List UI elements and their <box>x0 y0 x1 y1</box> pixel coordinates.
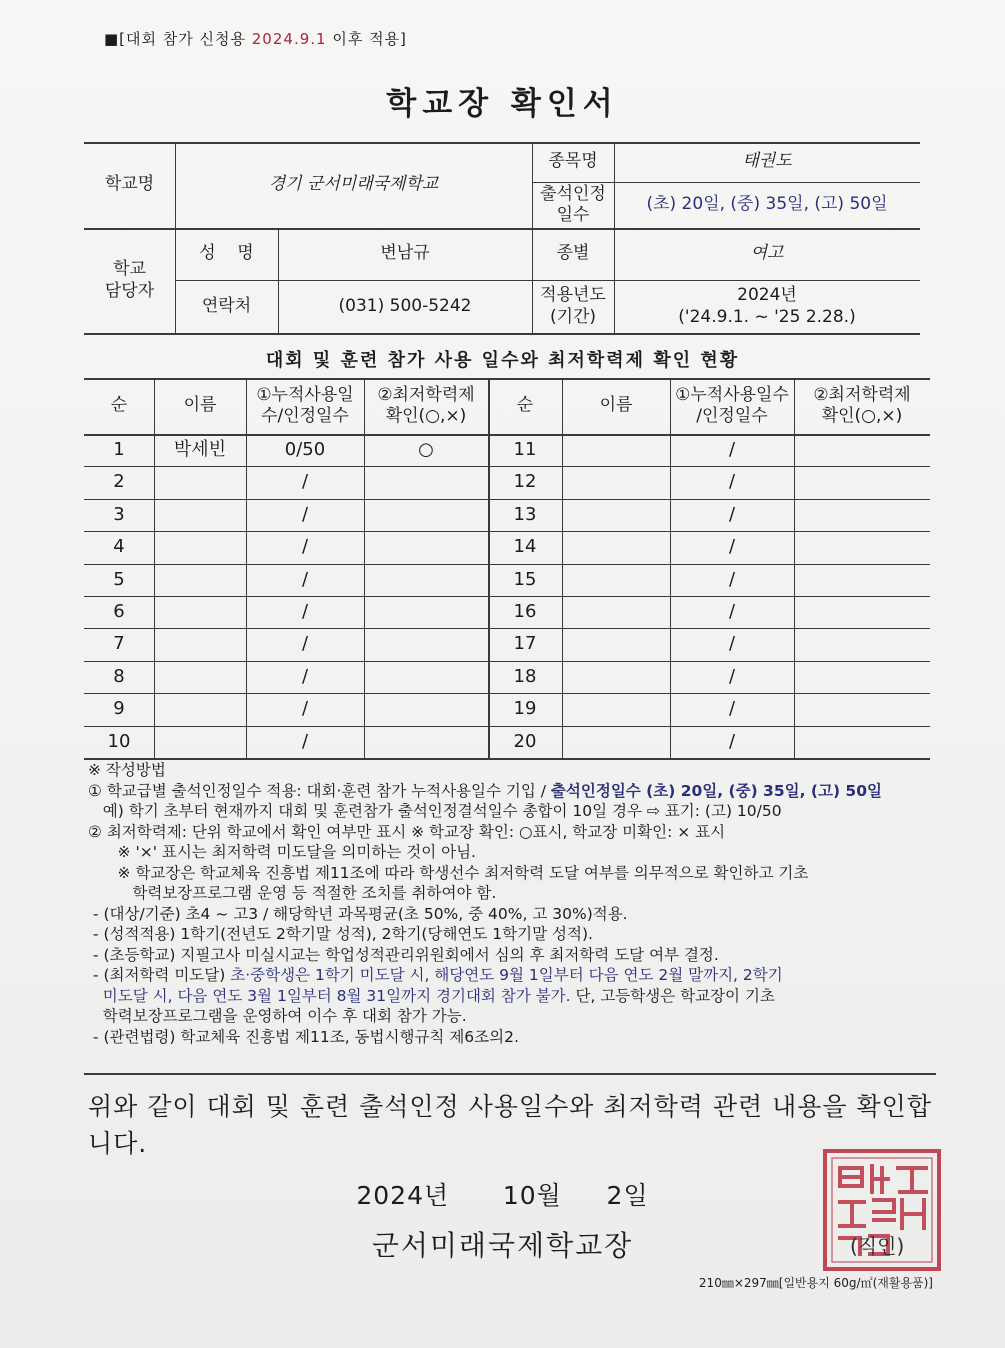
row-days: 0/50 <box>284 438 326 460</box>
row-number: 4 <box>113 536 125 558</box>
row-number: 8 <box>113 665 125 687</box>
row-days: / <box>728 471 736 493</box>
note-7: - (초등학교) 지필고사 미실시교는 학업성적관리위원회에서 심의 후 최저학력 도달 여부 결정. <box>88 945 719 964</box>
note-3: ※ '×' 표시는 최저학력 미도달을 의미하는 것이 아님. <box>88 843 476 861</box>
year-label: 적용년도 (기간) <box>540 285 606 327</box>
row-number: 5 <box>113 568 125 590</box>
row-number: 17 <box>513 633 537 655</box>
row-check <box>794 661 930 693</box>
header-no-right: 순 <box>516 395 534 416</box>
period-value: ('24.9.1. ~ '25 2.28.) <box>678 306 856 327</box>
row-name <box>154 466 246 498</box>
school-value: 경기 군서미래국제학교 <box>268 174 439 195</box>
row-number: 3 <box>113 503 125 525</box>
header-days-right: ①누적사용일수 /인정일수 <box>675 384 789 426</box>
document-title: 학교장 확인서 <box>386 86 619 122</box>
row-days: / <box>301 536 309 558</box>
note-4a: ※ 학교장은 학교체육 진흥법 제11조에 따라 학생선수 최저학력 도달 여부를 의무적으로 확인하고 기초 <box>88 863 809 882</box>
row-days: / <box>728 568 736 590</box>
row-number: 20 <box>513 730 537 752</box>
row-days: / <box>728 698 736 720</box>
row-check <box>364 531 488 563</box>
note-6: - (성적적용) 1학기(전년도 2학기말 성적), 2학기(당해연도 1학기말 성적). <box>88 925 593 943</box>
category-value: 여고 <box>750 243 784 264</box>
note-8c: 학력보장프로그램을 운영하여 이수 후 대회 참가 가능. <box>88 1007 467 1025</box>
row-check <box>794 726 930 758</box>
row-number: 15 <box>513 568 537 590</box>
row-days: / <box>301 503 309 525</box>
top-note: ■[대회 참가 신청용 2024.9.1 이후 적용] <box>104 30 407 48</box>
row-days: / <box>728 536 736 558</box>
manager-label: 학교 담당자 <box>104 259 155 301</box>
row-number: 11 <box>513 438 537 460</box>
school-label: 학교명 <box>104 174 155 195</box>
row-days: / <box>728 503 736 525</box>
apply-date: 2024.9.1 <box>251 30 327 48</box>
sport-value: 태권도 <box>742 151 792 172</box>
row-check <box>364 466 488 498</box>
row-number: 16 <box>513 600 537 622</box>
row-name <box>154 628 246 660</box>
date-day: 2일 <box>606 1181 649 1210</box>
row-check <box>364 596 488 628</box>
row-name <box>562 726 670 758</box>
row-number: 2 <box>113 471 125 493</box>
header-no-left: 순 <box>110 395 128 416</box>
note-1-example: 예) 학기 초부터 현재까지 대회 및 훈련참가 출석인정결석일수 총합이 10일 경우 ⇨ 표기: (고) 10/50 <box>88 802 782 820</box>
notes-divider <box>84 1073 936 1075</box>
row-number: 6 <box>113 600 125 622</box>
row-check <box>794 434 930 466</box>
row-check <box>794 499 930 531</box>
row-days: / <box>301 471 309 493</box>
date-month: 10월 <box>502 1181 562 1210</box>
row-name <box>562 661 670 693</box>
note-2: ② 최저학력제: 단위 학교에서 확인 여부만 표시 ※ 학교장 확인: ○표시, 학교장 미확인: × 표시 <box>88 822 726 841</box>
paper-spec: 210㎜×297㎜[일반용지 60g/㎡(재활용품)] <box>698 1276 933 1290</box>
note-8a: - (최저학력 미도달) 초·중학생은 1학기 미도달 시, 해당연도 9월 1일부터 다음 연도 2월 말까지, 2학기 <box>88 966 783 984</box>
row-name <box>154 726 246 758</box>
row-name <box>562 466 670 498</box>
row-check <box>794 564 930 596</box>
row-number: 14 <box>513 536 537 558</box>
header-check-right: ②최저학력제 확인(○,×) <box>813 384 911 426</box>
row-name: 박세빈 <box>173 438 227 460</box>
header-name-left: 이름 <box>183 395 217 416</box>
row-name <box>562 531 670 563</box>
row-name <box>562 628 670 660</box>
row-number: 10 <box>107 730 131 752</box>
row-days: / <box>301 698 309 720</box>
note-8b: 미도달 시, 다음 연도 3월 1일부터 8월 31일까지 경기대회 참가 불가. 단, 고등학생은 학교장이 기초 <box>88 986 775 1005</box>
row-days: / <box>728 633 736 655</box>
row-check <box>794 596 930 628</box>
row-number: 1 <box>113 438 125 460</box>
attendance-value: (초) 20일, (중) 35일, (고) 50일 <box>646 194 888 215</box>
row-check <box>794 466 930 498</box>
row-name <box>562 596 670 628</box>
note-1: ① 학교급별 출석인정일수 적용: 대회·훈련 참가 누적사용일수 기입 / 출석인정일수 (초) 20일, (중) 35일, (고) 50일 <box>88 781 882 800</box>
row-name <box>562 434 670 466</box>
name-value: 변남규 <box>380 243 430 264</box>
row-check <box>364 693 488 725</box>
row-check: ○ <box>418 438 434 460</box>
row-check <box>364 564 488 596</box>
year-value-cell <box>614 280 920 333</box>
row-number: 18 <box>513 665 537 687</box>
row-days: / <box>301 730 309 752</box>
row-number: 13 <box>513 503 537 525</box>
row-days: / <box>301 568 309 590</box>
header-days-left: ①누적사용일 수/인정일수 <box>256 384 354 426</box>
notes-heading: ※ 작성방법 <box>88 761 166 779</box>
row-check <box>794 628 930 660</box>
note-9: - (관련법령) 학교체육 진흥법 제11조, 동법시행규칙 제6조의2. <box>88 1027 519 1046</box>
row-check <box>364 661 488 693</box>
row-check <box>364 499 488 531</box>
row-check <box>794 531 930 563</box>
row-name <box>154 596 246 628</box>
row-name <box>562 499 670 531</box>
row-number: 7 <box>113 633 125 655</box>
row-name <box>154 661 246 693</box>
row-check <box>794 693 930 725</box>
row-number: 19 <box>513 698 537 720</box>
confirm-text: 위와 같이 대회 및 훈련 출석인정 사용일수와 최저학력 관련 내용을 확인합니다. <box>88 1092 932 1158</box>
row-name <box>562 564 670 596</box>
row-check <box>364 628 488 660</box>
sport-label: 종목명 <box>548 151 598 172</box>
row-name <box>154 531 246 563</box>
row-number: 12 <box>513 471 537 493</box>
row-name <box>154 564 246 596</box>
note-4b: 학력보장프로그램 운영 등 적절한 조치를 취하여야 함. <box>88 884 497 902</box>
section-title: 대회 및 훈련 참가 사용 일수와 최저학력제 확인 현황 <box>265 350 740 371</box>
row-name <box>562 693 670 725</box>
roster-table <box>84 378 930 758</box>
name-label: 성 명 <box>199 243 254 264</box>
row-days: / <box>728 730 736 752</box>
row-days: / <box>728 600 736 622</box>
year-value: 2024년 <box>737 285 797 306</box>
row-days: / <box>301 600 309 622</box>
contact-label: 연락처 <box>201 295 252 316</box>
row-name <box>154 693 246 725</box>
row-days: / <box>301 633 309 655</box>
row-check <box>364 726 488 758</box>
row-days: / <box>728 438 736 460</box>
instructions <box>88 760 938 1047</box>
date-year: 2024년 <box>356 1181 450 1210</box>
row-number: 9 <box>113 698 125 720</box>
header-name-right: 이름 <box>599 395 633 416</box>
row-days: / <box>728 665 736 687</box>
row-name <box>154 499 246 531</box>
signer-name: 군서미래국제학교장 <box>371 1229 634 1262</box>
category-label: 종별 <box>556 243 590 264</box>
row-days: / <box>301 665 309 687</box>
seal-label: (직인) <box>850 1234 905 1258</box>
note-5: - (대상/기준) 초4 ~ 고3 / 해당학년 과목평균(초 50%, 중 40%, 고 30%)적용. <box>88 904 628 923</box>
contact-value: (031) 500-5242 <box>338 295 472 316</box>
attendance-label: 출석인정 일수 <box>540 183 606 225</box>
header-check-left: ②최저학력제 확인(○,×) <box>377 384 475 426</box>
